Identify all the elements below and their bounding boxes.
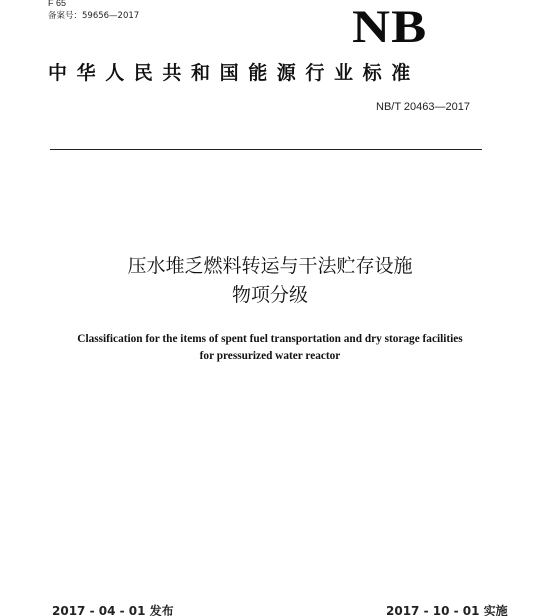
english-title-line-2: for pressurized water reactor xyxy=(199,350,341,362)
header-divider xyxy=(50,149,482,150)
chinese-title xyxy=(0,252,540,310)
chinese-title-line-2: 物项分级 xyxy=(231,284,308,306)
issue-date: 2017 - 04 - 01 发布 xyxy=(52,604,174,616)
classification-code: F 65 xyxy=(48,0,67,8)
standard-number: NB/T 20463—2017 xyxy=(376,101,470,113)
chinese-title-line-1: 压水堆乏燃料转运与干法贮存设施 xyxy=(127,255,413,277)
english-title xyxy=(0,331,540,365)
english-title-line-1: Classification for the items of spent fuel transportation and dry storage facilities xyxy=(77,333,463,345)
implementation-date: 2017 - 10 - 01 实施 xyxy=(386,604,508,616)
record-number: 备案号：59656—2017 xyxy=(48,11,140,21)
nb-logo: NB xyxy=(352,1,428,53)
standard-category-title: 中华人民共和国能源行业标准 xyxy=(48,62,420,84)
